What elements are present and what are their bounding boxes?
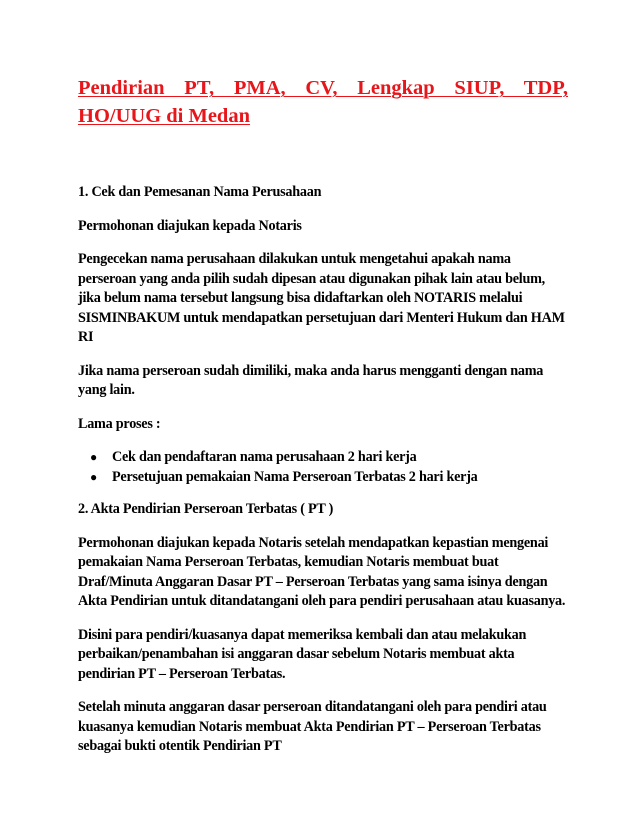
bullet-icon: ● (90, 469, 97, 484)
process-duration-list (78, 448, 568, 487)
paragraph-3: Jika nama perseroan sudah dimiliki, maka anda harus mengganti dengan nama yang lain. (78, 362, 544, 398)
bullet-icon: ● (90, 450, 97, 464)
paragraph-4: Lama proses : (78, 415, 161, 432)
document-page (78, 74, 568, 771)
section-1-heading: 1. Cek dan Pemesanan Nama Perusahaan (78, 184, 322, 200)
document-title: Pendirian PT, PMA, CV, Lengkap SIUP, TDP, HO/UUG di Medan (78, 77, 568, 127)
paragraph-1: Permohonan diajukan kepada Notaris (78, 217, 302, 234)
list-item-text: Persetujuan pemakaian Nama Perseroan Terbatas 2 hari kerja (112, 468, 478, 485)
list-item (78, 448, 568, 468)
section-2-heading: 2. Akta Pendirian Perseroan Terbatas ( PT ) (78, 501, 334, 517)
paragraph-6: Disini para pendiri/kuasanya dapat memeriksa kembali dan atau melakukan perbaikan/penambahan isi anggaran dasar sebelum Notaris membuat akta pendirian PT – Perseroan Terbatas. (78, 626, 527, 682)
paragraph-7: Setelah minuta anggaran dasar perseroan ditandatangani oleh para pendiri atau kuasanya kemudian Notaris membuat Akta Pendirian PT – Perseroan Terbatas sebagai bukti otentik Pendirian PT (78, 699, 547, 754)
paragraph-5: Permohonan diajukan kepada Notaris setelah mendapatkan kepastian mengenai pemakaian Nama Perseroan Terbatas, kemudian Notaris membuat buat Draf/Minuta Anggaran Dasar PT – Perseroan Terbatas yang sama isinya dengan Akta Pendirian untuk ditandatangani oleh para pendiri perusahaan atau kuasanya. (78, 534, 566, 609)
paragraph-2: Pengecekan nama perusahaan dilakukan untuk mengetahui apakah nama perseroan yang anda pilih sudah dipesan atau digunakan pihak lain atau belum, jika belum nama tersebut langsung bisa didaftarkan oleh NOTARIS melalui SISMINBAKUM untuk mendapatkan persetujuan dari Menteri Hukum dan HAM RI (78, 251, 565, 345)
list-item-text: Cek dan pendaftaran nama perusahaan 2 hari kerja (112, 449, 417, 465)
list-item (78, 468, 568, 488)
